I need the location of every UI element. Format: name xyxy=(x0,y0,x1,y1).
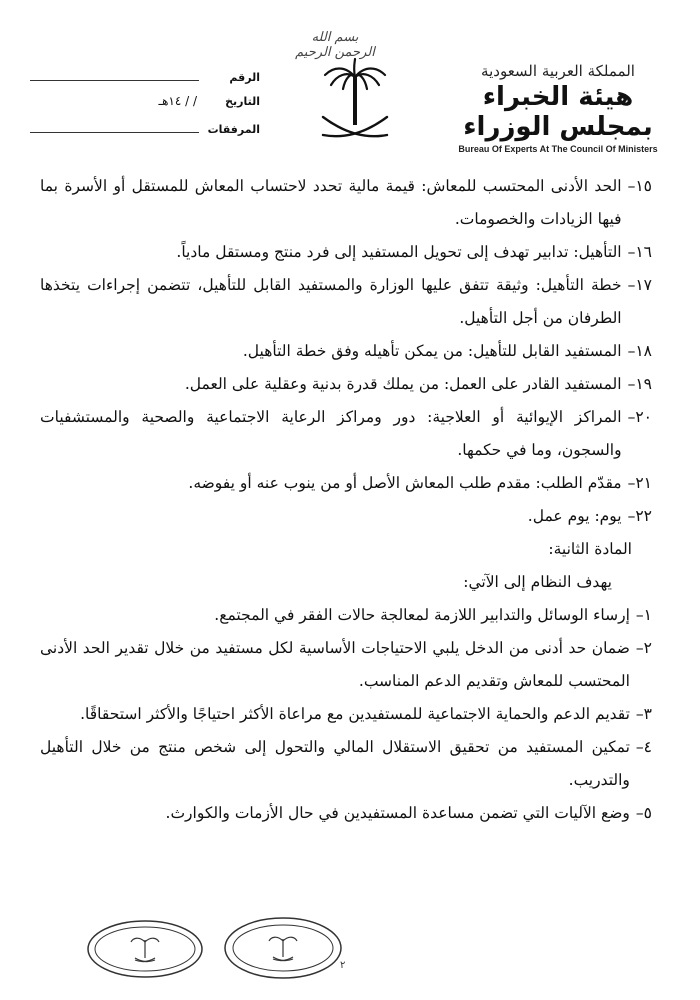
item-number: ٥– xyxy=(635,804,652,822)
item-text: الحد الأدنى المحتسب للمعاش: قيمة مالية تحدد لاحتساب المعاش للمستقل أو الأسرة بما فيها الزيادات والخصومات. xyxy=(40,177,622,228)
number-line xyxy=(30,68,199,81)
item-text: خطة التأهيل: وثيقة تتفق عليها الوزارة والمستفيد القابل للتأهيل، تتضمن إجراءات يتخذها الطرفان من أجل التأهيل. xyxy=(40,276,622,327)
item-number: ١– xyxy=(635,606,652,624)
article-intro: يهدف النظام إلى الآتي: xyxy=(463,573,612,591)
attachments-row xyxy=(30,120,260,146)
item-text: يوم: يوم عمل. xyxy=(527,507,622,525)
attachments-line xyxy=(30,120,199,133)
item-text: وضع الآليات التي تضمن مساعدة المستفيدين في حال الأزمات والكوارث. xyxy=(165,804,630,822)
goal-item xyxy=(40,632,652,698)
item-number: ١٦– xyxy=(627,243,652,261)
palm-swords-emblem-icon xyxy=(315,55,395,150)
definition-item xyxy=(40,236,652,269)
item-text: تقديم الدعم والحماية الاجتماعية للمستفيدين مع مراعاة الأكثر احتياجًا والأكثر استحقاقًا. xyxy=(80,705,630,723)
date-label: التاريخ xyxy=(225,95,260,108)
goal-item xyxy=(40,599,652,632)
bureau-name-english: Bureau Of Experts At The Council Of Ministers xyxy=(458,144,658,154)
government-letterhead xyxy=(438,62,678,154)
item-number: ٣– xyxy=(635,705,652,723)
definition-item xyxy=(40,368,652,401)
item-number: ٢٢– xyxy=(627,507,652,525)
goal-item xyxy=(40,731,652,797)
item-text: مقدّم الطلب: مقدم طلب المعاش الأصل أو من ينوب عنه أو يفوضه. xyxy=(188,474,622,492)
item-text: تمكين المستفيد من تحقيق الاستقلال المالي والتحول إلى شخص منتج من خلال التأهيل والتدريب. xyxy=(40,738,630,789)
item-text: المراكز الإيوائية أو العلاجية: دور ومراكز الرعاية الاجتماعية والصحية والمستشفيات والسجون، وما في حكمها. xyxy=(40,408,622,459)
document-body xyxy=(40,170,652,830)
definition-item xyxy=(40,170,652,236)
number-label: الرقم xyxy=(229,71,260,84)
kingdom-name: المملكة العربية السعودية xyxy=(481,62,635,80)
definition-item xyxy=(40,335,652,368)
item-text: إرساء الوسائل والتدابير اللازمة لمعالجة حالات الفقر في المجتمع. xyxy=(214,606,630,624)
bureau-name-arabic: هيئة الخبراء بمجلس الوزراء xyxy=(463,82,653,142)
date-row xyxy=(30,94,260,120)
item-text: التأهيل: تدابير تهدف إلى تحويل المستفيد إلى فرد منتج ومستقل مادياً. xyxy=(176,243,622,261)
item-text: المستفيد القادر على العمل: من يملك قدرة بدنية وعقلية على العمل. xyxy=(184,375,622,393)
item-text: المستفيد القابل للتأهيل: من يمكن تأهيله وفق خطة التأهيل. xyxy=(242,342,622,360)
bureau-seal-right-icon xyxy=(222,915,344,981)
item-number: ١٩– xyxy=(627,375,652,393)
page-number: ٢ xyxy=(340,960,346,971)
letter-meta xyxy=(30,68,260,146)
item-text: ضمان حد أدنى من الدخل يلبي الاحتياجات الأساسية لكل مستفيد من خلال تقدير الحد الأدنى المحتسب للمعاش وتقديم الدعم المناسب. xyxy=(40,639,630,690)
definition-item xyxy=(40,500,652,533)
goal-item xyxy=(40,797,652,830)
definition-item xyxy=(40,467,652,500)
article-title: المادة الثانية: xyxy=(548,540,632,558)
item-number: ١٥– xyxy=(627,177,652,195)
date-value: / / ١٤هـ xyxy=(158,94,197,108)
number-row xyxy=(30,68,260,94)
item-number: ٢١– xyxy=(627,474,652,492)
definition-item xyxy=(40,401,652,467)
item-number: ١٨– xyxy=(627,342,652,360)
item-number: ٢– xyxy=(635,639,652,657)
item-number: ٤– xyxy=(635,738,652,756)
attachments-label: المرفقات xyxy=(207,123,260,136)
bureau-seal-left-icon xyxy=(85,918,205,980)
item-number: ١٧– xyxy=(627,276,652,294)
item-number: ٢٠– xyxy=(627,408,652,426)
definition-item xyxy=(40,269,652,335)
goal-item xyxy=(40,698,652,731)
basmala: بسم الله الرحمن الرحيم xyxy=(295,30,375,60)
